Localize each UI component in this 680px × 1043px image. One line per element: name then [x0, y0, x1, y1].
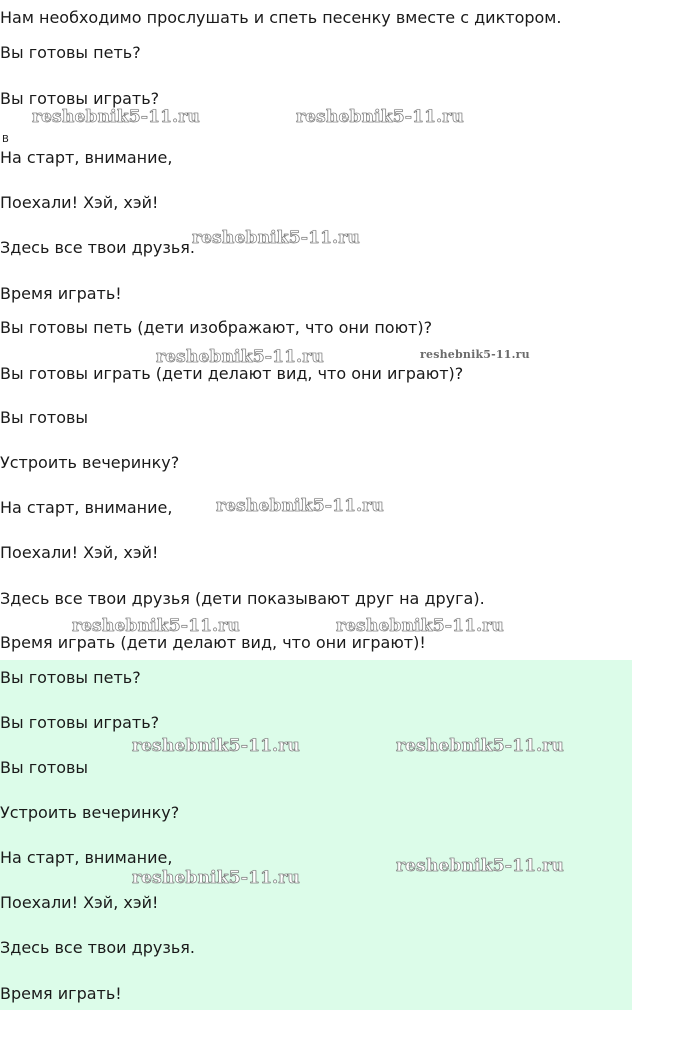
- intro-text: Нам необходимо прослушать и спеть песенку вместе с диктором.: [0, 8, 562, 27]
- clipped-text-fragment: В: [2, 134, 9, 145]
- song-line: На старт, внимание,: [0, 498, 173, 517]
- song-line: Поехали! Хэй, хэй!: [0, 193, 159, 212]
- song-line: Вы готовы играть?: [0, 89, 160, 108]
- watermark: reshebnik5-11.ru: [396, 856, 564, 876]
- watermark: reshebnik5-11.ru: [192, 228, 360, 248]
- highlighted-line: На старт, внимание,: [0, 848, 173, 867]
- song-line: Здесь все твои друзья.: [0, 238, 195, 257]
- watermark: reshebnik5-11.ru: [72, 616, 240, 636]
- song-line: Время играть!: [0, 284, 122, 303]
- watermark: reshebnik5-11.ru: [156, 347, 324, 367]
- watermark: reshebnik5-11.ru: [420, 348, 530, 361]
- highlighted-line: Вы готовы петь?: [0, 668, 141, 687]
- watermark: reshebnik5-11.ru: [296, 107, 464, 127]
- highlighted-line: Вы готовы играть?: [0, 713, 160, 732]
- song-line: Вы готовы играть (дети делают вид, что они играют)?: [0, 364, 464, 383]
- song-line: Вы готовы петь?: [0, 43, 141, 62]
- highlighted-line: Поехали! Хэй, хэй!: [0, 893, 159, 912]
- song-line: Здесь все твои друзья (дети показывают друг на друга).: [0, 589, 485, 608]
- song-line: Устроить вечеринку?: [0, 453, 180, 472]
- watermark: reshebnik5-11.ru: [216, 496, 384, 516]
- highlighted-line: Время играть!: [0, 984, 122, 1003]
- song-line: Время играть (дети делают вид, что они играют)!: [0, 633, 426, 652]
- highlighted-line: Устроить вечеринку?: [0, 803, 180, 822]
- song-line: Вы готовы: [0, 408, 89, 427]
- watermark: reshebnik5-11.ru: [132, 736, 300, 756]
- song-line: Поехали! Хэй, хэй!: [0, 543, 159, 562]
- watermark: reshebnik5-11.ru: [336, 616, 504, 636]
- watermark: reshebnik5-11.ru: [396, 736, 564, 756]
- song-line: Вы готовы петь (дети изображают, что они поют)?: [0, 318, 433, 337]
- highlighted-line: Вы готовы: [0, 758, 89, 777]
- highlighted-line: Здесь все твои друзья.: [0, 938, 195, 957]
- song-line: На старт, внимание,: [0, 148, 173, 167]
- watermark: reshebnik5-11.ru: [32, 107, 200, 127]
- watermark: reshebnik5-11.ru: [132, 868, 300, 888]
